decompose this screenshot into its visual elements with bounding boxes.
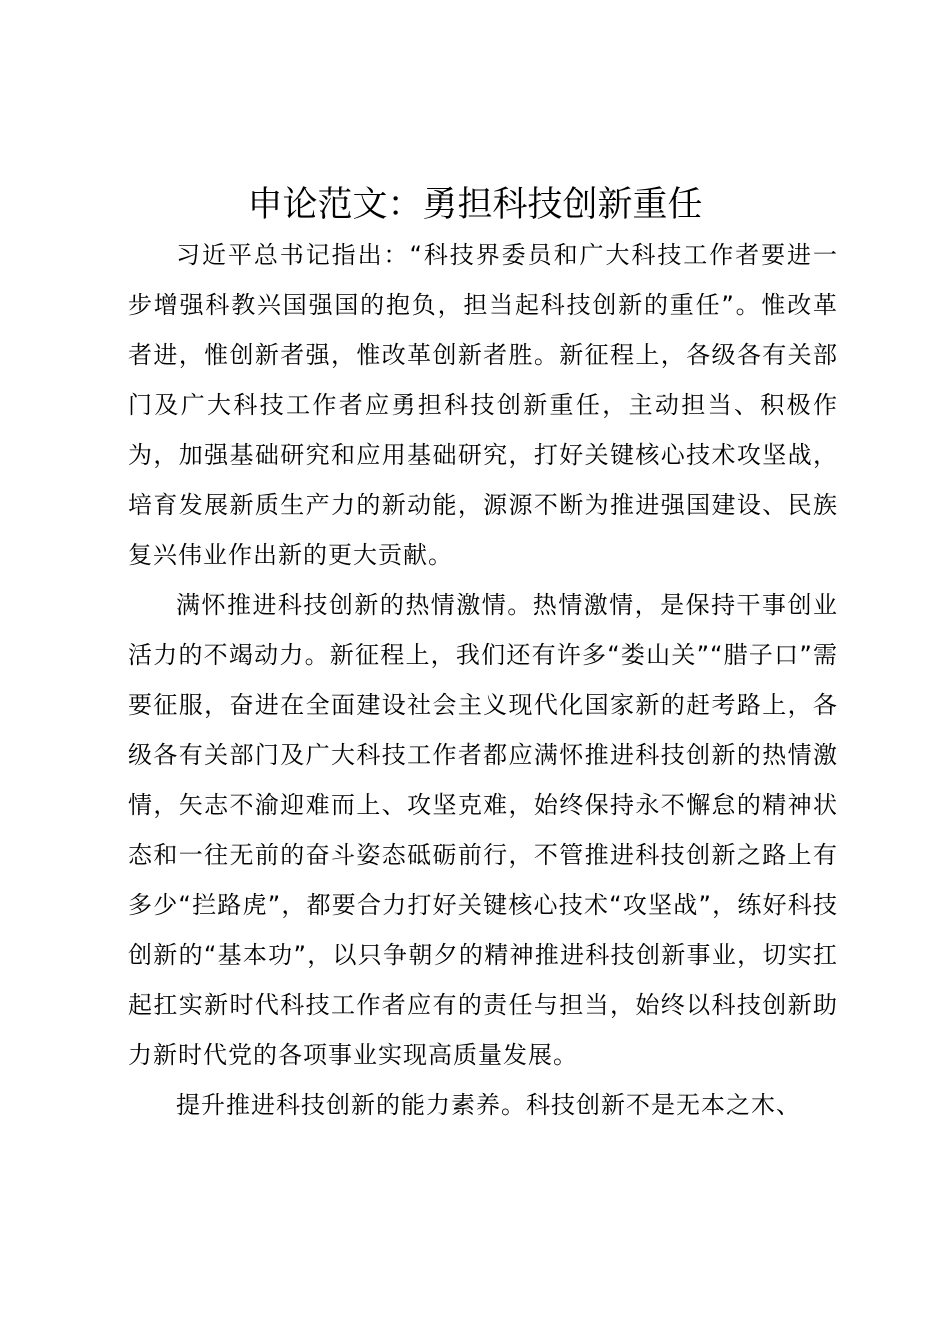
paragraph-passion: 满怀推进科技创新的热情激情。热情激情，是保持干事创业活力的不竭动力。新征程上，我们还有许多“娄山关”“腊子口”需要征服，奋进在全面建设社会主义现代化国家新的赶考路上，各级各有关部门及广大科技工作者都应满怀推进科技创新的热情激情，矢志不渝迎难而上、攻坚克难，始终保持永不懈怠的精神状态和一往无前的奋斗姿态砥砺前行，不管推进科技创新之路上有多少“拦路虎”，都要合力打好关键核心技术“攻坚战”，练好科技创新的“基本功”，以只争朝夕的精神推进科技创新事业，切实扛起扛实新时代科技工作者应有的责任与担当，始终以科技创新助力新时代党的各项事业实现高质量发展。 bbox=[128, 591, 838, 1069]
document-body bbox=[128, 230, 838, 1130]
paragraph-ability: 提升推进科技创新的能力素养。科技创新不是无本之木、 bbox=[176, 1091, 801, 1119]
document-title: 申论范文：勇担科技创新重任 bbox=[247, 185, 703, 225]
paragraph-intro: 习近平总书记指出：“科技界委员和广大科技工作者要进一步增强科教兴国强国的抱负，担当起科技创新的重任”。惟改革者进，惟创新者强，惟改革创新者胜。新征程上，各级各有关部门及广大科技工作者应勇担科技创新重任，主动担当、积极作为，加强基础研究和应用基础研究，打好关键核心技术攻坚战，培育发展新质生产力的新动能，源源不断为推进强国建设、民族复兴伟业作出新的更大贡献。 bbox=[128, 241, 838, 569]
